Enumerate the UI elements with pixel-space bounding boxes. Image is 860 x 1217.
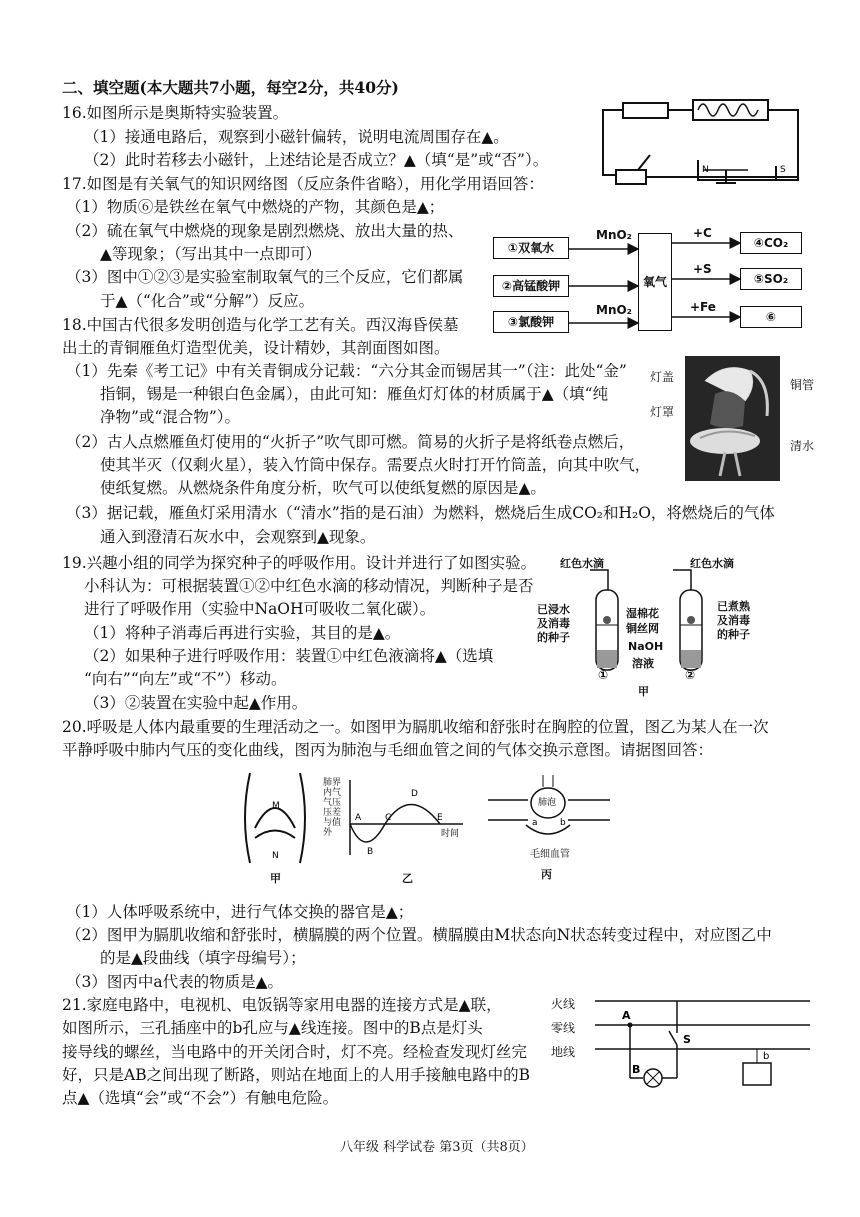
right-seed-label-1: 已煮熟 [717, 600, 750, 613]
alveolus-exchange-figure [488, 775, 613, 845]
add-c-label: +C [693, 226, 712, 240]
curve-point-b: B [367, 847, 374, 857]
q18-part1c: 净物”或“混合物”）。 [100, 408, 241, 426]
curve-point-a: A [355, 813, 362, 823]
oxygen-network-arrows [568, 228, 743, 338]
q20-line1: 20.呼吸是人体内最重要的生理活动之一。如图甲为膈肌收缩和舒张时在胸腔的位置，图乙为某人在一次 [62, 718, 769, 736]
device-2-label: ② [685, 668, 696, 682]
needle-label-s: S [780, 165, 786, 175]
ground-wire-label: 地线 [551, 1045, 576, 1059]
left-seed-label-1: 已浸水 [537, 603, 570, 616]
q18-part2c: 使纸复燃。从燃烧条件角度分析，吹气可以使纸复燃的原因是▲。 [100, 479, 546, 497]
device-1-label: ① [598, 668, 609, 682]
q17-part3a: （3）图中①②③是实验室制取氧气的三个反应，它们都属 [66, 268, 464, 286]
q20-part2a: （2）图甲为膈肌收缩和舒张时，横膈膜的两个位置。横膈膜由M状态向N状态转变过程中，对应图乙中 [66, 926, 772, 944]
catalyst-label-1: MnO₂ [596, 228, 632, 242]
curve-point-c: C [385, 813, 392, 823]
q18-part3a: （3）据记载，雁鱼灯采用清水（“清水”指的是石油）为燃料，燃烧后生成CO₂和H₂O，将燃烧后的气体 [66, 504, 775, 522]
copper-pipe-label: 铜管 [790, 378, 815, 392]
household-circuit-figure [595, 993, 815, 1093]
fig-jia-caption-20: 甲 [270, 872, 281, 885]
q16-stem: 16.如图所示是奥斯特实验装置。 [62, 104, 289, 122]
catalyst-label-2: MnO₂ [596, 303, 632, 317]
q21-line4: 好，只是AB之间出现了断路，则站在地面上的人用手接触电路中的B [62, 1066, 530, 1084]
point-a-label: A [622, 1009, 631, 1022]
left-seed-label-3: 的种子 [537, 631, 570, 644]
oersted-apparatus-figure [598, 100, 808, 200]
red-drop-label-1: 红色水滴 [560, 557, 604, 570]
section-title: 二、填空题(本大题共7小题，每空2分，共40分) [62, 78, 399, 97]
needle-label-n: N [702, 165, 709, 175]
q21-line3: 接导线的螺丝，当电路中的开关闭合时，灯不亮。经检查发现灯丝完 [62, 1043, 528, 1061]
q18-line2: 出土的青铜雁鱼灯造型优美，设计精妙，其剖面图如图。 [62, 339, 450, 357]
fig-yi-caption: 乙 [402, 872, 413, 885]
solution-label: 溶液 [632, 657, 654, 670]
fig-bing-caption: 丙 [541, 868, 552, 881]
product-co2: ④CO₂ [740, 232, 802, 254]
alveolus-label: 肺泡 [538, 798, 557, 808]
add-fe-label: +Fe [690, 300, 716, 314]
lamp-shade-label: 灯罩 [650, 405, 675, 419]
left-seed-label-2: 及消毒 [537, 617, 570, 630]
q18-part3b: 通入到澄清石灰水中，会观察到▲现象。 [100, 528, 376, 546]
oxygen-center-box: 氧气 [638, 233, 672, 331]
q18-line1: 18.中国古代很多发明创造与化学工艺有关。西汉海昏侯墓 [62, 316, 459, 334]
red-drop-label-2: 红色水滴 [690, 557, 734, 570]
product-6: ⑥ [740, 306, 802, 328]
q17-part1: （1）物质⑥是铁丝在氧气中燃烧的产物，其颜色是▲； [66, 198, 445, 216]
curve-point-d: D [411, 789, 418, 799]
diaphragm-figure [240, 768, 310, 868]
q17-part2b: ▲等现象；（写出其中一点即可） [100, 245, 322, 263]
q20-line2: 平静呼吸中肺内气压的变化曲线，图丙为肺泡与毛细血管之间的气体交换示意图。请据图回答： [62, 741, 714, 759]
q17-part3b: 于▲（“化合”或“分解”）反应。 [100, 292, 315, 310]
q16-part2: （2）此时若移去小磁针，上述结论是否成立？▲（填“是”或“否”）。 [84, 151, 549, 169]
socket-hole-b-label: b [763, 1051, 770, 1062]
page-footer: 八年级 科学试卷 第3页（共8页） [340, 1140, 534, 1155]
curve-ylabel: 肺界 内气 气压 压差 与值 外 [323, 778, 342, 838]
q19-line2: 小科认为：可根据装置①②中红色水滴的移动情况，判断种子是否 [84, 577, 534, 595]
q18-part2a: （2）古人点燃雁鱼灯使用的“火折子”吹气即可燃。简易的火折子是将纸卷点燃后， [66, 433, 635, 451]
wet-cotton-label: 湿棉花 [626, 607, 659, 620]
q16-part1: （1）接通电路后，观察到小磁针偏转，说明电流周围存在▲。 [84, 128, 509, 146]
naoh-label: NaOH [628, 640, 664, 653]
q18-part1b: 指铜，锡是一种银白色金属），由此可知：雁鱼灯灯体的材质属于▲（填“纯 [100, 385, 609, 403]
lamp-cover-label: 灯盖 [650, 370, 675, 384]
q21-line5: 点▲（选填“会”或“不会”）有触电危险。 [62, 1089, 339, 1107]
q19-part2a: （2）如果种子进行呼吸作用：装置①中红色液滴将▲（选填 [84, 647, 494, 665]
q17-stem: 17.如图是有关氧气的知识网络图（反应条件省略），用化学用语回答： [62, 175, 544, 193]
q21-line1: 21.家庭电路中，电视机、电饭锅等家用电器的连接方式是▲联， [62, 996, 502, 1014]
q21-line2: 如图所示，三孔插座中的b孔应与▲线连接。图中的B点是灯头 [62, 1019, 483, 1037]
q19-line1: 19.兴趣小组的同学为探究种子的呼吸作用。设计并进行了如图实验。 [62, 554, 537, 572]
lung-pressure-curve [345, 780, 475, 860]
q19-line3: 进行了呼吸作用（实验中NaOH可吸收二氧化碳）。 [84, 600, 436, 618]
gas-b-label: b [560, 818, 566, 828]
q20-part2b: 的是▲段曲线（填字母编号）； [100, 949, 306, 967]
fig-jia-caption-19: 甲 [638, 685, 649, 698]
q19-part1: （1）将种子消毒后再进行实验，其目的是▲。 [84, 624, 401, 642]
q18-part1a: （1）先秦《考工记》中有关青铜成分记载：“六分其金而锡居其一”（注：此处“金” [66, 362, 627, 380]
capillary-label: 毛细血管 [530, 849, 570, 860]
right-seed-label-3: 的种子 [717, 628, 750, 641]
yanyu-lamp-image [685, 356, 780, 481]
live-wire-label: 火线 [551, 997, 576, 1011]
water-label: 清水 [790, 439, 815, 453]
q19-part3: （3）②装置在实验中起▲作用。 [84, 694, 308, 712]
gas-a-label: a [532, 818, 538, 828]
product-so2: ⑤SO₂ [740, 268, 802, 290]
diaphragm-n-label: N [272, 851, 279, 861]
neutral-wire-label: 零线 [551, 1021, 576, 1035]
q18-part2b: 使其半灭（仅剩火星），装入竹筒中保存。需要点火时打开竹筒盖，向其中吹气， [100, 456, 651, 474]
reactant-h2o2: ①双氧水 [493, 237, 569, 259]
point-b-label: B [632, 1063, 641, 1076]
q17-part2a: （2）硫在氧气中燃烧的现象是剧烈燃烧、放出大量的热、 [66, 222, 464, 240]
reactant-kmno4: ②高锰酸钾 [493, 275, 569, 297]
add-s-label: +S [693, 262, 712, 276]
switch-s-label: S [683, 1033, 691, 1046]
right-seed-label-2: 及消毒 [717, 614, 750, 627]
diaphragm-m-label: M [272, 801, 280, 811]
q20-part3: （3）图丙中a代表的物质是▲。 [66, 973, 284, 991]
copper-mesh-label: 铜丝网 [626, 622, 659, 635]
reactant-kclo3: ③氯酸钾 [493, 311, 569, 333]
q20-part1: （1）人体呼吸系统中，进行气体交换的器官是▲； [66, 903, 414, 921]
curve-xlabel: 时间 [441, 829, 460, 839]
curve-point-e: E [437, 813, 443, 823]
q19-part2b: “向右”“向左”或“不”）移动。 [84, 670, 287, 688]
